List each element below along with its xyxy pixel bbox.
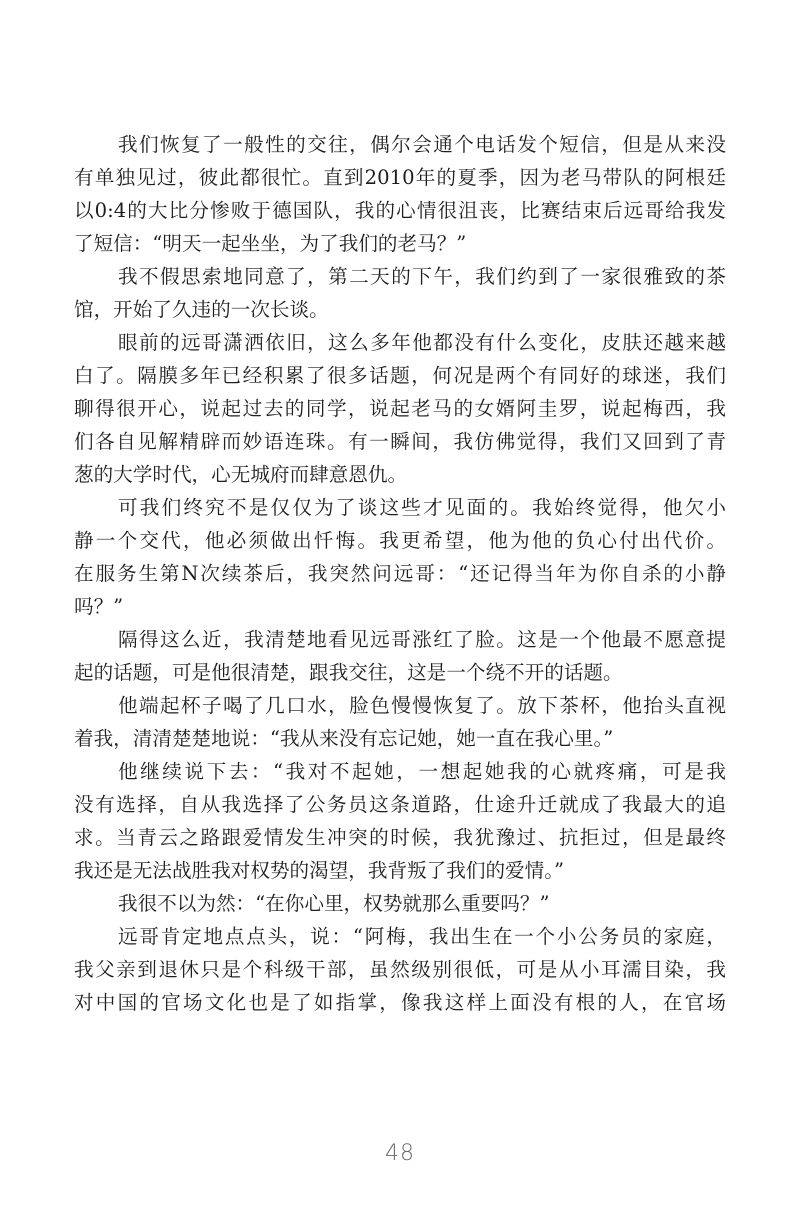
- text-line: 我们恢复了一般性的交往，偶尔会通个电话发个短信，但是从来没: [118, 133, 726, 156]
- body-text: [74, 128, 726, 1019]
- text-line: 我不假思索地同意了，第二天的下午，我们约到了一家很雅致的茶: [118, 265, 726, 288]
- text-line: 白了。隔膜多年已经积累了很多话题，何况是两个有同好的球迷，我们: [74, 364, 726, 387]
- paragraph: [74, 920, 726, 1019]
- text-line: 有单独见过，彼此都很忙。直到2010年的夏季，因为老马带队的阿根廷: [74, 166, 726, 189]
- text-line: 以0:4的大比分惨败于德国队，我的心情很沮丧，比赛结束后远哥给我发: [74, 199, 726, 222]
- text-line: 馆，开始了久违的一次长谈。: [74, 298, 329, 321]
- text-line: 求。当青云之路跟爱情发生冲突的时候，我犹豫过、抗拒过，但是最终: [74, 826, 726, 849]
- paragraph: [74, 128, 726, 260]
- text-line: 我很不以为然：“在你心里，权势就那么重要吗？”: [118, 892, 550, 915]
- text-line: 着我，清清楚楚地说：“我从来没有忘记她，她一直在我心里。”: [74, 727, 614, 750]
- text-line: 他端起杯子喝了几口水，脸色慢慢恢复了。放下茶杯，他抬头直视: [118, 694, 726, 717]
- text-line: 隔得这么近，我清楚地看见远哥涨红了脸。这是一个他最不愿意提: [118, 628, 726, 651]
- text-line: 们各自见解精辟而妙语连珠。有一瞬间，我仿佛觉得，我们又回到了青: [74, 430, 726, 453]
- text-line: 没有选择，自从我选择了公务员这条道路，仕途升迁就成了我最大的追: [74, 793, 726, 816]
- text-line: 起的话题，可是他很清楚，跟我交往，这是一个绕不开的话题。: [74, 661, 623, 684]
- page-number: 48: [385, 1141, 415, 1166]
- text-line: 了短信：“明天一起坐坐，为了我们的老马？”: [74, 232, 467, 255]
- paragraph: [74, 689, 726, 755]
- text-line: 远哥肯定地点点头，说：“阿梅，我出生在一个小公务员的家庭，: [118, 925, 726, 948]
- text-line: 可我们终究不是仅仅为了谈这些才见面的。我始终觉得，他欠小: [118, 496, 726, 519]
- text-line: 我还是无法战胜我对权势的渴望，我背叛了我们的爱情。”: [74, 859, 565, 882]
- text-line: 在服务生第N次续茶后，我突然问远哥：“还记得当年为你自杀的小静: [74, 562, 726, 585]
- text-line: 眼前的远哥潇洒依旧，这么多年他都没有什么变化，皮肤还越来越: [118, 331, 726, 354]
- text-line: 对中国的官场文化也是了如指掌，像我这样上面没有根的人，在官场: [74, 991, 726, 1014]
- paragraph: [74, 260, 726, 326]
- text-line: 静一个交代，他必须做出忏悔。我更希望，他为他的负心付出代价。: [74, 529, 726, 552]
- text-line: 吗？”: [74, 595, 124, 618]
- text-line: 我父亲到退休只是个科级干部，虽然级别很低，可是从小耳濡目染，我: [74, 958, 726, 981]
- paragraph: [74, 623, 726, 689]
- paragraph: [74, 326, 726, 491]
- text-line: 聊得很开心，说起过去的同学，说起老马的女婿阿圭罗，说起梅西，我: [74, 397, 726, 420]
- text-line: 葱的大学时代，心无城府而肆意恩仇。: [74, 463, 408, 486]
- text-line: 他继续说下去：“我对不起她，一想起她我的心就疼痛，可是我: [118, 760, 726, 783]
- paragraph: [74, 491, 726, 623]
- paragraph: [74, 887, 726, 920]
- paragraph: [74, 755, 726, 887]
